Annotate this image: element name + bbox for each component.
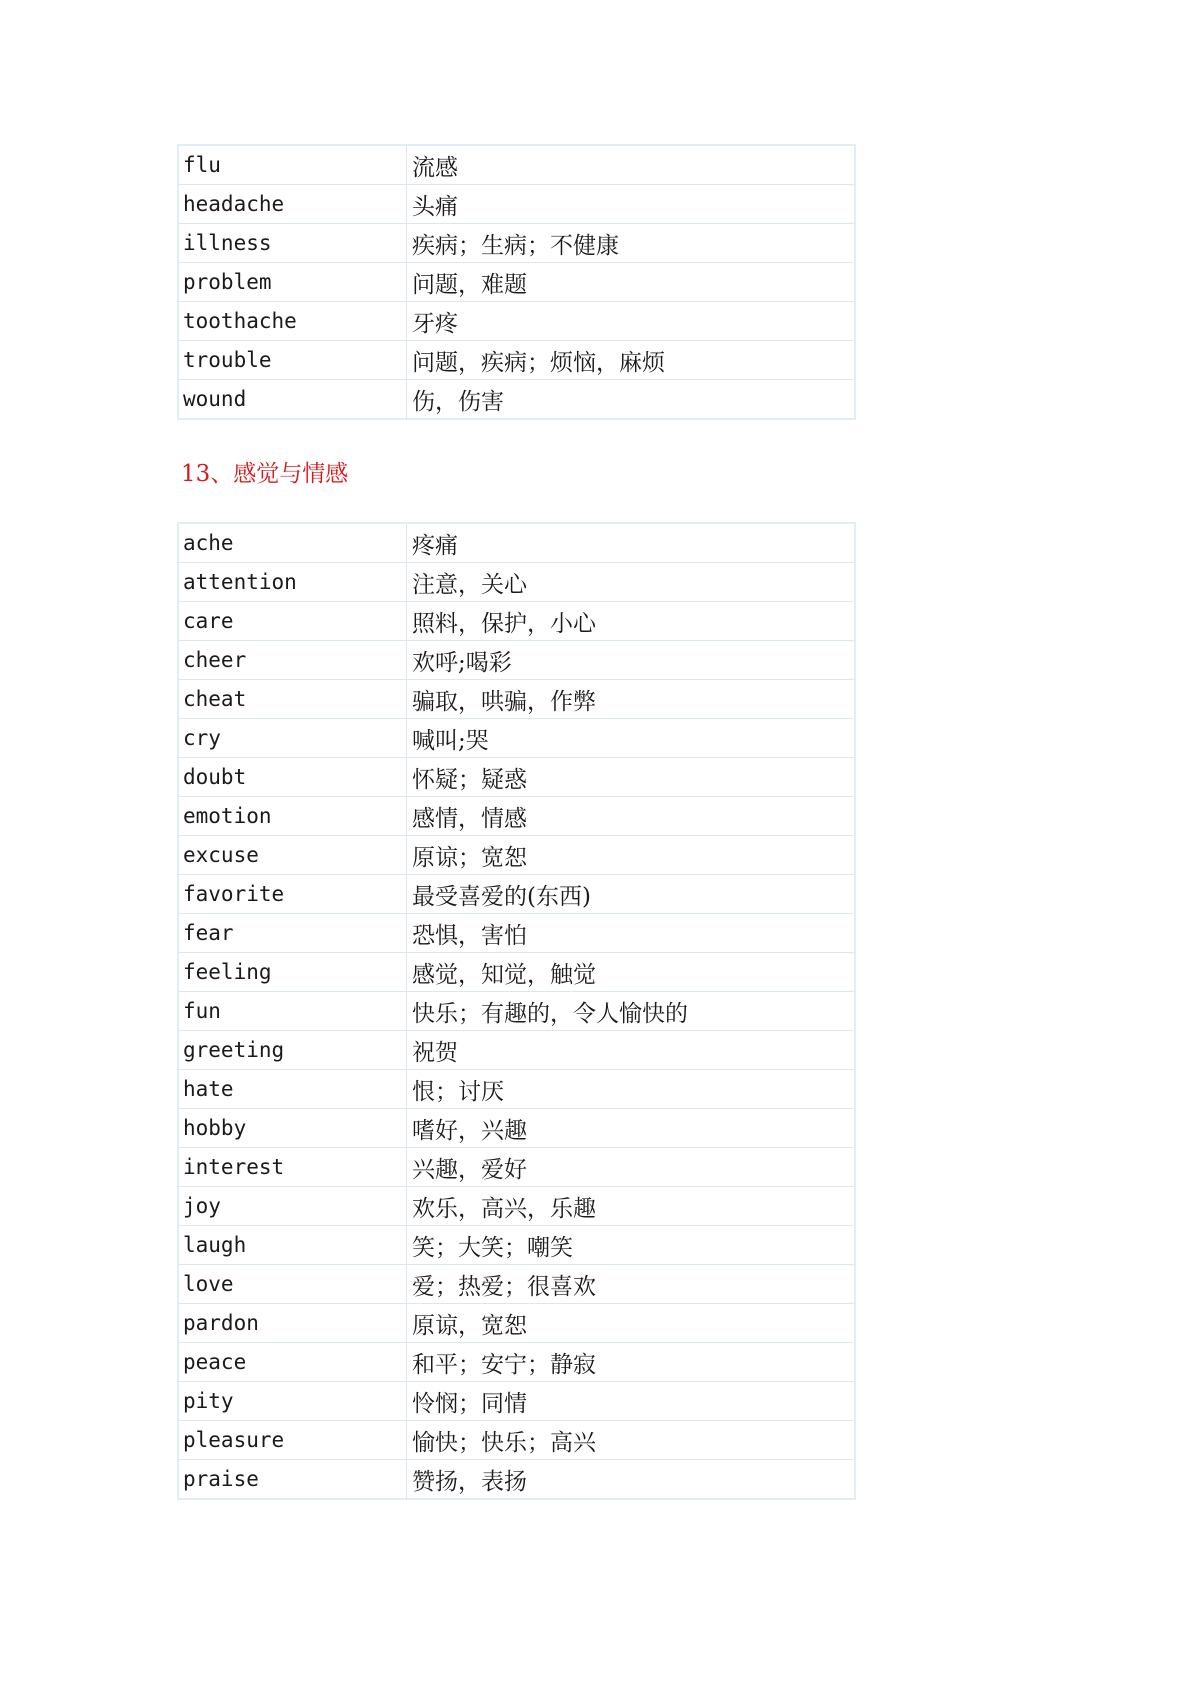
english-word: illness: [179, 224, 407, 263]
chinese-meaning: 欢乐，高兴，乐趣: [407, 1187, 854, 1226]
english-word: greeting: [179, 1031, 407, 1070]
chinese-meaning: 伤，伤害: [412, 388, 504, 415]
english-word: feeling: [179, 953, 407, 992]
table-row: [179, 146, 854, 185]
table-row: [179, 302, 854, 341]
chinese-meaning: 喊叫;哭: [407, 719, 854, 758]
english-word: flu: [179, 146, 407, 185]
table-row: [179, 524, 854, 563]
table-row: [179, 1187, 854, 1226]
english-word: praise: [179, 1460, 407, 1498]
chinese-meaning: 头痛: [407, 185, 854, 224]
chinese-meaning: 赞扬，表扬: [412, 1468, 527, 1495]
chinese-meaning: 恨；讨厌: [407, 1070, 854, 1109]
table-body: [179, 524, 854, 1498]
chinese-meaning: 嗜好，兴趣: [407, 1109, 854, 1148]
chinese-meaning: 笑；大笑；嘲笑: [407, 1226, 854, 1265]
chinese-meaning: 原谅，宽恕: [407, 1304, 854, 1343]
table-row: [179, 1148, 854, 1187]
table-row: [179, 563, 854, 602]
english-word: headache: [179, 185, 407, 224]
chinese-meaning: 欢呼;喝彩: [407, 641, 854, 680]
english-word: doubt: [179, 758, 407, 797]
table-row: [179, 1460, 854, 1498]
english-word: attention: [179, 563, 407, 602]
chinese-meaning: 恐惧，害怕: [407, 914, 854, 953]
table-row: [179, 1109, 854, 1148]
table-row: [179, 1304, 854, 1343]
english-word: fun: [179, 992, 407, 1031]
vocabulary-table-feelings: [177, 522, 856, 1500]
chinese-meaning: 注意，关心: [407, 563, 854, 602]
table-row: [179, 680, 854, 719]
table-row: [179, 1382, 854, 1421]
english-word: hate: [179, 1070, 407, 1109]
english-word: trouble: [179, 341, 407, 380]
english-word: ache: [179, 524, 407, 563]
chinese-meaning: 牙疼: [407, 302, 854, 341]
english-word: fear: [179, 914, 407, 953]
table-row: [179, 263, 854, 302]
table-row: [179, 602, 854, 641]
english-word: pleasure: [179, 1421, 407, 1460]
chinese-meaning: 怜悯；同情: [407, 1382, 854, 1421]
chinese-meaning: 愉快；快乐；高兴: [407, 1421, 854, 1460]
table-row: [179, 1421, 854, 1460]
table-row: [179, 914, 854, 953]
english-word: wound: [179, 380, 407, 418]
table-row: [179, 875, 854, 914]
english-word: interest: [179, 1148, 407, 1187]
english-word: problem: [179, 263, 407, 302]
table-row: [179, 1070, 854, 1109]
table-row: [179, 836, 854, 875]
english-word: care: [179, 602, 407, 641]
chinese-meaning: 照料，保护，小心: [407, 602, 854, 641]
chinese-meaning: 感情，情感: [407, 797, 854, 836]
english-word: cheer: [179, 641, 407, 680]
vocabulary-table-illness: [177, 144, 856, 420]
section-heading: 13、感觉与情感: [181, 461, 349, 487]
chinese-meaning: 怀疑；疑惑: [407, 758, 854, 797]
chinese-meaning: 骗取，哄骗，作弊: [407, 680, 854, 719]
chinese-meaning: 疼痛: [407, 524, 854, 563]
chinese-meaning: 最受喜爱的(东西): [407, 875, 854, 914]
english-word: hobby: [179, 1109, 407, 1148]
english-word: pity: [179, 1382, 407, 1421]
chinese-meaning: 爱；热爱；很喜欢: [407, 1265, 854, 1304]
chinese-meaning: 原谅；宽恕: [407, 836, 854, 875]
chinese-meaning: 流感: [407, 146, 854, 185]
chinese-meaning: 和平；安宁；静寂: [407, 1343, 854, 1382]
chinese-meaning: 疾病；生病；不健康: [407, 224, 854, 263]
english-word: favorite: [179, 875, 407, 914]
table-row: [179, 719, 854, 758]
english-word: peace: [179, 1343, 407, 1382]
english-word: love: [179, 1265, 407, 1304]
table-row: [179, 992, 854, 1031]
chinese-meaning: 感觉，知觉，触觉: [407, 953, 854, 992]
english-word: toothache: [179, 302, 407, 341]
chinese-meaning: 问题，难题: [407, 263, 854, 302]
english-word: cry: [179, 719, 407, 758]
table-row: [179, 758, 854, 797]
table-row: [179, 224, 854, 263]
table-body: [179, 146, 854, 418]
table-row: [179, 1226, 854, 1265]
chinese-meaning: 兴趣，爱好: [407, 1148, 854, 1187]
english-word: laugh: [179, 1226, 407, 1265]
table-row: [179, 341, 854, 380]
table-row: [179, 1343, 854, 1382]
english-word: emotion: [179, 797, 407, 836]
chinese-meaning: 祝贺: [407, 1031, 854, 1070]
table-row: [179, 953, 854, 992]
table-row: [179, 797, 854, 836]
chinese-meaning: 问题，疾病；烦恼，麻烦: [407, 341, 854, 380]
english-word: cheat: [179, 680, 407, 719]
chinese-meaning: 快乐；有趣的，令人愉快的: [407, 992, 854, 1031]
table-row: [179, 1031, 854, 1070]
table-row: [179, 380, 854, 418]
table-row: [179, 185, 854, 224]
table-row: [179, 641, 854, 680]
english-word: pardon: [179, 1304, 407, 1343]
english-word: joy: [179, 1187, 407, 1226]
table-row: [179, 1265, 854, 1304]
english-word: excuse: [179, 836, 407, 875]
